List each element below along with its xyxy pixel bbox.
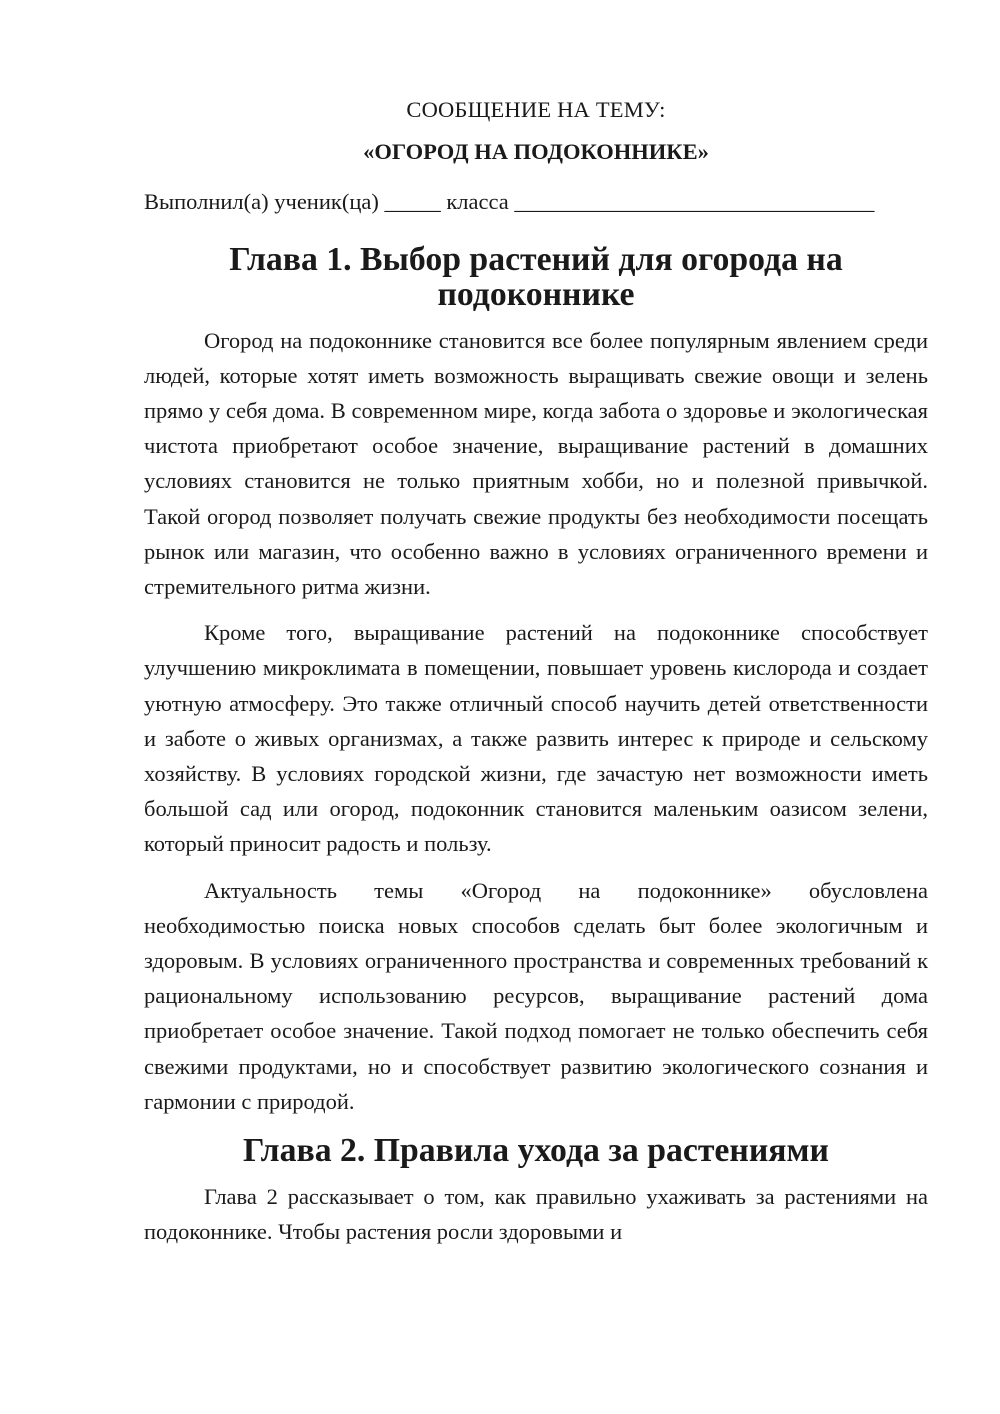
chapter-1-heading: Глава 1. Выбор растений для огорода на подоконнике (229, 241, 843, 314)
chapter-2-heading: Глава 2. Правила ухода за растениями (243, 1131, 829, 1169)
chapter-1-paragraph-3: Актуальность темы «Огород на подоконнике» обусловлена необходимостью поиска новых способов сделать быт более экологичным и здоровым. В условиях ограниченного пространства и современных требований к рациональному использованию ресурсов, выращивание растений дома приобретает особое значение. Такой подход помогает не только обеспечить себя свежими продуктами, но и способствует развитию экологического сознания и гармонии с природой. (144, 877, 928, 1114)
document-page (144, 92, 928, 1250)
chapter-1-paragraph-1: Огород на подоконнике становится все более популярным явлением среди людей, которые хотят иметь возможность выращивать свежие овощи и зелень прямо у себя дома. В современном мире, когда забота о здоровье и экологическая чистота приобретают особое значение, выращивание растений в домашних условиях становится не только приятным хобби, но и полезной привычкой. Такой огород позволяет получать свежие продукты без необходимости посещать рынок или магазин, что особенно важно в условиях ограниченного времени и стремительного ритма жизни. (144, 327, 928, 599)
chapter-2-paragraph-1: Глава 2 рассказывает о том, как правильно ухаживать за растениями на подоконнике. Чтобы растения росли здоровыми и (144, 1184, 928, 1245)
document-title-line-2: «ОГОРОД НА ПОДОКОННИКЕ» (363, 139, 709, 165)
author-line: Выполнил(а) ученик(ца) _____ класса ________________________________ (144, 189, 875, 215)
chapter-1-paragraph-2: Кроме того, выращивание растений на подоконнике способствует улучшению микроклимата в помещении, повышает уровень кислорода и создает уютную атмосферу. Это также отличный способ научить детей ответственности и заботе о живых организмах, а также развить интерес к природе и сельскому хозяйству. В условиях городской жизни, где зачастую нет возможности иметь большой сад или огород, подоконник становится маленьким оазисом зелени, который приносит радость и пользу. (144, 620, 928, 857)
document-title-line-1: СООБЩЕНИЕ НА ТЕМУ: (406, 97, 666, 122)
